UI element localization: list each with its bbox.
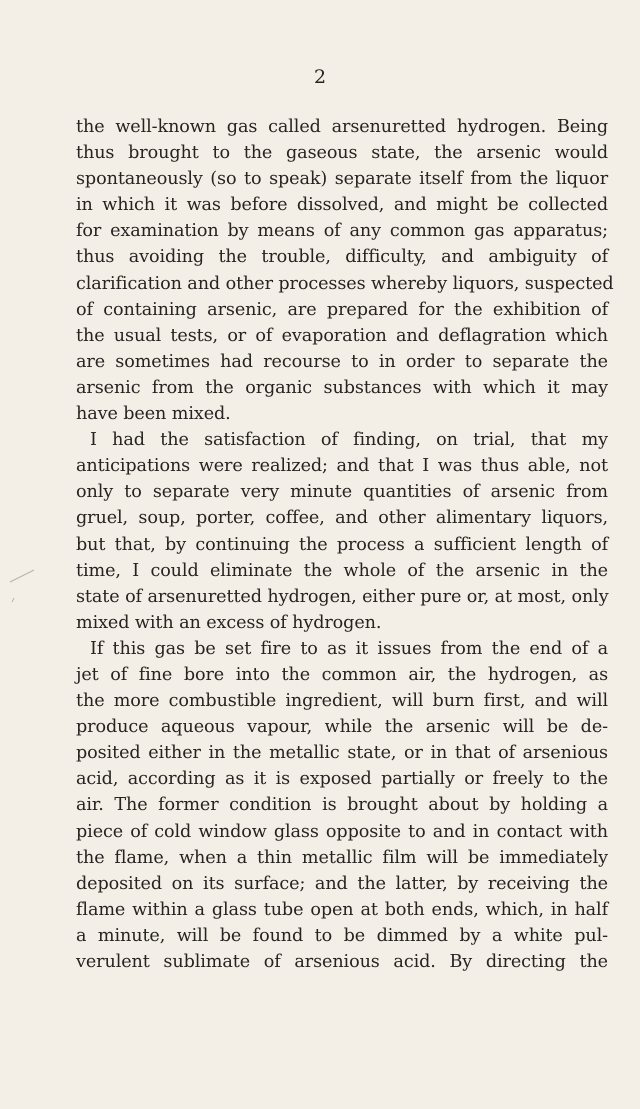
body-text bbox=[76, 114, 614, 975]
text-line: the well-known gas called arsenuretted hydrogen. Being bbox=[76, 117, 608, 137]
paragraph-2 bbox=[76, 427, 608, 636]
text-line: piece of cold window glass opposite to and in contact with bbox=[76, 821, 608, 842]
text-line: jet of fine bore into the common air, the hydrogen, as bbox=[76, 664, 608, 685]
text-line: thus avoiding the trouble, difficulty, and ambiguity of bbox=[76, 247, 608, 268]
text-line: time, I could eliminate the whole of the arsenic in the bbox=[76, 560, 608, 581]
text-line: air. The former condition is brought about by holding a bbox=[76, 795, 608, 816]
text-line: have been mixed. bbox=[76, 404, 231, 425]
text-line: arsenic from the organic substances with which it may bbox=[76, 377, 608, 398]
text-line: the flame, when a thin metallic film will be immediately bbox=[76, 847, 608, 868]
text-line: of containing arsenic, are prepared for the exhibition of bbox=[76, 299, 608, 320]
text-line: acid, according as it is exposed partially or freely to the bbox=[76, 769, 608, 790]
text-line: only to separate very minute quantities of arsenic from bbox=[76, 482, 608, 503]
paragraph-1 bbox=[76, 114, 614, 427]
text-line: spontaneously (so to speak) separate itself from the liquor bbox=[76, 169, 608, 190]
text-line: mixed with an excess of hydrogen. bbox=[76, 612, 382, 633]
text-line: a minute, will be found to be dimmed by a white pul- bbox=[76, 925, 608, 946]
text-line: deposited on its surface; and the latter, by receiving the bbox=[76, 873, 608, 894]
text-line: If this gas be set fire to as it issues from the end of a bbox=[90, 638, 608, 659]
text-line: anticipations were realized; and that I was thus able, not bbox=[76, 456, 608, 477]
text-line: the more combustible ingredient, will burn first, and will bbox=[76, 691, 608, 712]
text-line: posited either in the metallic state, or in that of arsenious bbox=[76, 743, 608, 764]
text-line: the usual tests, or of evaporation and deflagration which bbox=[76, 325, 608, 346]
text-line: thus brought to the gaseous state, the arsenic would bbox=[76, 143, 608, 164]
paragraph-3 bbox=[76, 636, 608, 975]
page-number: 2 bbox=[313, 66, 327, 88]
pencil-mark bbox=[4, 568, 38, 608]
text-line: gruel, soup, porter, coffee, and other alimentary liquors, bbox=[76, 508, 608, 529]
text-line: for examination by means of any common gas apparatus; bbox=[76, 221, 608, 242]
text-line: state of arsenuretted hydrogen, either pure or, at most, only bbox=[76, 586, 609, 607]
text-line: in which it was before dissolved, and might be collected bbox=[76, 195, 608, 216]
text-line: I had the satisfaction of finding, on trial, that my bbox=[90, 430, 608, 451]
text-line: verulent sublimate of arsenious acid. By directing the bbox=[76, 952, 608, 972]
text-line: produce aqueous vapour, while the arsenic will be de- bbox=[76, 717, 608, 738]
text-line: flame within a glass tube open at both ends, which, in half bbox=[76, 899, 608, 920]
text-line: but that, by continuing the process a sufficient length of bbox=[76, 534, 608, 555]
text-line: are sometimes had recourse to in order to separate the bbox=[76, 351, 608, 372]
text-line: clarification and other processes whereby liquors, suspected bbox=[76, 273, 614, 294]
